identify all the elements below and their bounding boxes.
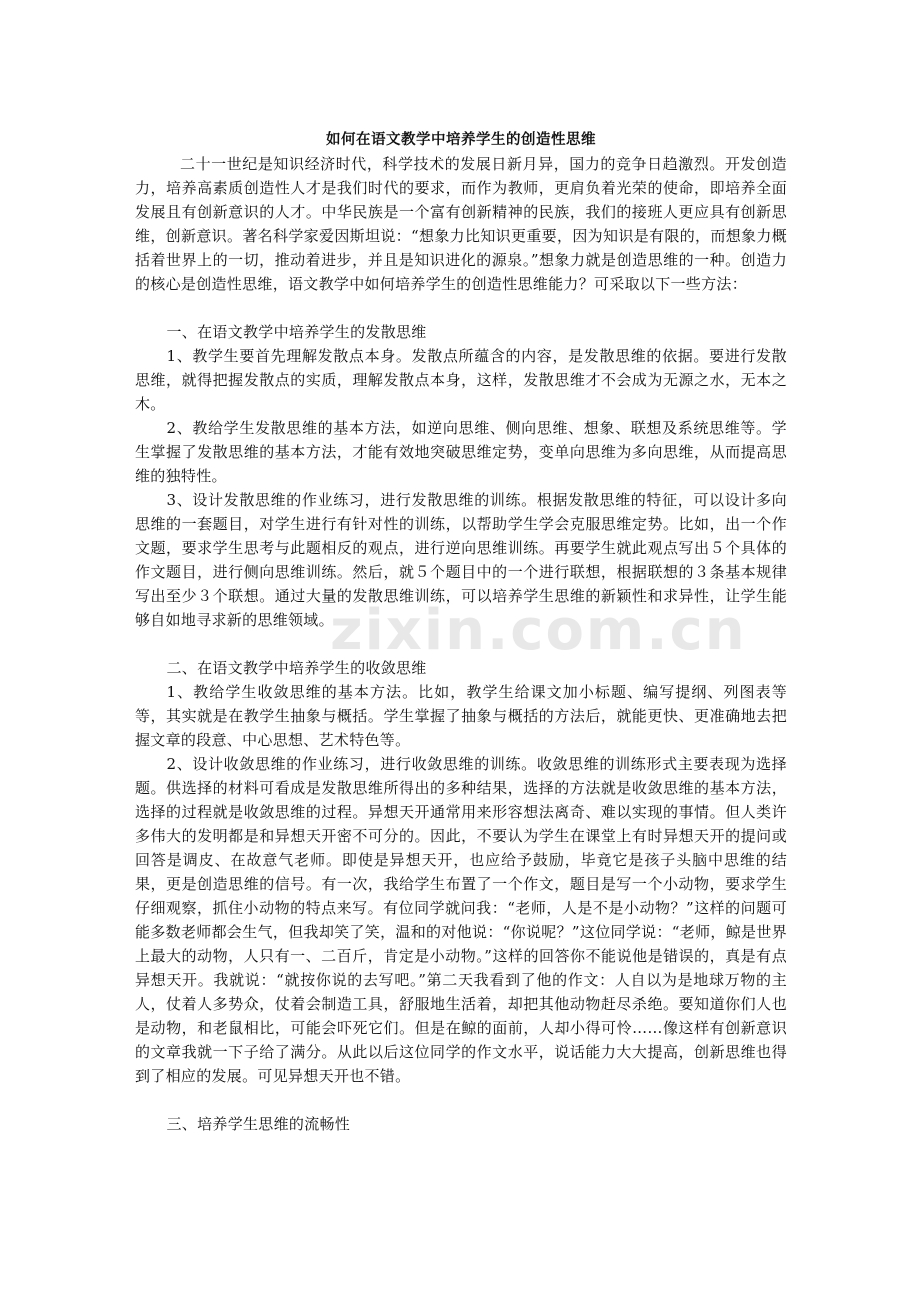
section-heading-1: 一、在语文教学中培养学生的发散思维	[166, 323, 427, 341]
section-heading-3: 三、培养学生思维的流畅性	[166, 1115, 351, 1133]
section-1-paragraph-3: 3、设计发散思维的作业练习，进行发散思维的训练。根据发散思维的特征，可以设计多向思维的一套题目，对学生进行有针对性的训练，以帮助学生学会克服思维定势。比如，出一个作文题，要求学生思考与此题相反的观点，进行逆向思维训练。再要学生就此观点写出５个具体的作文题目，进行侧向思维训练。然后，就５个题目中的一个进行联想，根据联想的３条基本规律写出至少３个联想。通过大量的发散思维训练，可以培养学生思维的新颖性和求异性，让学生能够自如地寻求新的思维领域。	[135, 491, 787, 629]
section-heading-2: 二、在语文教学中培养学生的收敛思维	[166, 659, 427, 677]
section-2-paragraph-2: 2、设计收敛思维的作业练习，进行收敛思维的训练。收敛思维的训练形式主要表现为选择题。供选择的材料可看成是发散思维所得出的多种结果，选择的方法就是收敛思维的基本方法，选择的过程就是收敛思维的过程。异想天开通常用来形容想法离奇、难以实现的事情。但人类许多伟大的发明都是和异想天开密不可分的。因此，不要认为学生在课堂上有时异想天开的提问或回答是调皮、在故意气老师。即使是异想天开，也应给予鼓励，毕竟它是孩子头脑中思维的结果，更是创造思维的信号。有一次，我给学生布置了一个作文，题目是写一个小动物，要求学生仔细观察，抓住小动物的特点来写。有位同学就问我：“老师，人是不是小动物？”这样的问题可能多数老师都会生气，但我却笑了笑，温和的对他说：“你说呢？”这位同学说：“老师，鲸是世界上最大的动物，人只有一、二百斤，肯定是小动物。”这样的回答你不能说他是错误的，真是有点异想天开。我就说：“就按你说的去写吧。”第二天我看到了他的作文：人自以为是地球万物的主人，仗着人多势众，仗着会制造工具，舒服地生活着，却把其他动物赶尽杀绝。要知道你们人也是动物，和老鼠相比，可能会吓死它们。但是在鲸的面前，人却小得可怜……像这样有创新意识的文章我就一下子给了满分。从此以后这位同学的作文水平，说话能力大大提高，创新思维也得到了相应的发展。可见异想天开也不错。	[135, 755, 787, 1085]
document-title: 如何在语文教学中培养学生的创造性思维	[326, 132, 596, 148]
section-1-paragraph-1: 1、教学生要首先理解发散点本身。发散点所蕴含的内容，是发散思维的依据。要进行发散思维，就得把握发散点的实质，理解发散点本身，这样，发散思维才不会成为无源之水，无本之木。	[135, 347, 787, 413]
watermark: zixin.com.cn	[330, 598, 747, 663]
document-body	[135, 128, 787, 1136]
section-1-paragraph-2: 2、教给学生发散思维的基本方法，如逆向思维、侧向思维、想象、联想及系统思维等。学生掌握了发散思维的基本方法，才能有效地突破思维定势，变单向思维为多向思维，从而提高思维的独特性。	[135, 419, 787, 485]
intro-paragraph: 二十一世纪是知识经济时代，科学技术的发展日新月异，国力的竞争日趋激烈。开发创造力，培养高素质创造性人才是我们时代的要求，而作为教师，更肩负着光荣的使命，即培养全面发展且有创新意识的人才。中华民族是一个富有创新精神的民族，我们的接班人更应具有创新思维，创新意识。著名科学家爱因斯坦说：“想象力比知识更重要，因为知识是有限的，而想象力概括着世界上的一切，推动着进步，并且是知识进化的源泉。”想象力就是创造思维的一种。创造力的核心是创造性思维，语文教学中如何培养学生的创造性思维能力？可采取以下一些方法：	[135, 155, 787, 293]
section-2-paragraph-1: 1、教给学生收敛思维的基本方法。比如，教学生给课文加小标题、编写提纲、列图表等等，其实就是在教学生抽象与概括。学生掌握了抽象与概括的方法后，就能更快、更准确地去把握文章的段意、中心思想、艺术特色等。	[135, 683, 787, 749]
